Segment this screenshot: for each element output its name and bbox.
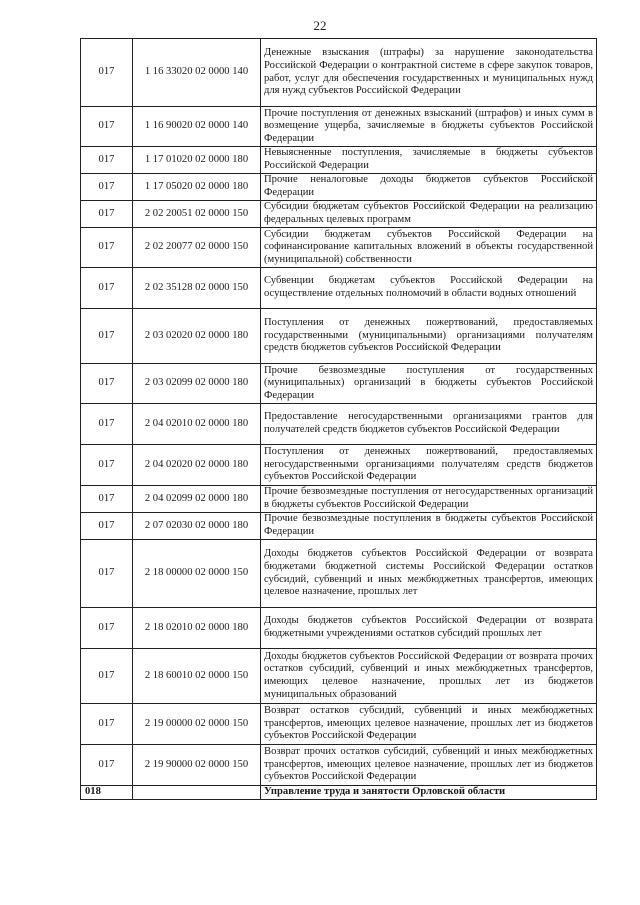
table-row <box>81 445 597 486</box>
revenue-name-cell: Возврат прочих остатков субсидий, субвенций и иных межбюджетных трансфертов, имеющих целевое назначение, прошлых лет из бюджетов субъектов Российской Федерации <box>261 745 597 786</box>
revenue-code-cell: 2 19 90000 02 0000 150 <box>133 745 261 786</box>
admin-code-cell: 017 <box>81 404 133 445</box>
table-row <box>81 268 597 309</box>
admin-code-cell: 017 <box>81 201 133 228</box>
revenue-code-cell: 2 18 60010 02 0000 150 <box>133 649 261 704</box>
table-row <box>81 309 597 364</box>
revenue-code-cell: 2 04 02010 02 0000 180 <box>133 404 261 445</box>
revenue-name-cell: Прочие неналоговые доходы бюджетов субъектов Российской Федерации <box>261 174 597 201</box>
revenue-code-cell: 1 16 33020 02 0000 140 <box>133 39 261 107</box>
revenue-code-cell: 2 19 00000 02 0000 150 <box>133 704 261 745</box>
revenue-code-cell: 2 02 35128 02 0000 150 <box>133 268 261 309</box>
revenue-name-cell: Поступления от денежных пожертвований, предоставляемых государственными (муниципальными) организациями получателям средств бюджетов субъектов Российской Федерации <box>261 309 597 364</box>
section-title: Управление труда и занятости Орловской области <box>261 786 597 800</box>
revenue-code-cell: 1 17 05020 02 0000 180 <box>133 174 261 201</box>
section-admin-code: 018 <box>81 786 133 800</box>
revenue-name-cell: Возврат остатков субсидий, субвенций и иных межбюджетных трансфертов, имеющих целевое назначение, прошлых лет из бюджетов субъектов Российской Федерации <box>261 704 597 745</box>
table-row <box>81 704 597 745</box>
table-row <box>81 364 597 404</box>
revenue-name-cell: Прочие безвозмездные поступления от государственных (муниципальных) организаций в бюджеты субъектов Российской Федерации <box>261 364 597 404</box>
admin-code-cell: 017 <box>81 513 133 540</box>
revenue-name-cell: Поступления от денежных пожертвований, предоставляемых негосударственными организациями получателям средств бюджетов субъектов Российской Федерации <box>261 445 597 486</box>
revenue-codes-table <box>80 38 597 800</box>
table-row <box>81 404 597 445</box>
revenue-name-cell: Субсидии бюджетам субъектов Российской Федерации на софинансирование капитальных вложений в объекты государственной (муниципальной) собственности <box>261 228 597 268</box>
admin-code-cell: 017 <box>81 228 133 268</box>
table-row <box>81 745 597 786</box>
revenue-code-cell: 2 04 02099 02 0000 180 <box>133 486 261 513</box>
revenue-code-cell: 1 17 01020 02 0000 180 <box>133 147 261 174</box>
admin-code-cell: 017 <box>81 174 133 201</box>
table-row <box>81 228 597 268</box>
admin-code-cell: 017 <box>81 147 133 174</box>
table-row <box>81 174 597 201</box>
table-row <box>81 608 597 649</box>
table-row <box>81 39 597 107</box>
admin-code-cell: 017 <box>81 486 133 513</box>
table-row <box>81 201 597 228</box>
revenue-name-cell: Денежные взыскания (штрафы) за нарушение законодательства Российской Федерации о контрактной системе в сфере закупок товаров, работ, услуг для обеспечения государственных и муниципальных нужд для нужд субъектов Российской Федерации <box>261 39 597 107</box>
section-code-cell <box>133 786 261 800</box>
admin-code-cell: 017 <box>81 745 133 786</box>
revenue-code-cell: 2 18 00000 02 0000 150 <box>133 540 261 608</box>
revenue-code-cell: 2 07 02030 02 0000 180 <box>133 513 261 540</box>
revenue-name-cell: Невыясненные поступления, зачисляемые в бюджеты субъектов Российской Федерации <box>261 147 597 174</box>
revenue-name-cell: Прочие поступления от денежных взысканий (штрафов) и иных сумм в возмещение ущерба, зачисляемые в бюджеты субъектов Российской Федерации <box>261 107 597 147</box>
revenue-code-cell: 2 03 02099 02 0000 180 <box>133 364 261 404</box>
admin-code-cell: 017 <box>81 364 133 404</box>
admin-code-cell: 017 <box>81 309 133 364</box>
table-row <box>81 540 597 608</box>
revenue-name-cell: Предоставление негосударственными организациями грантов для получателей средств бюджетов субъектов Российской Федерации <box>261 404 597 445</box>
revenue-code-cell: 2 02 20051 02 0000 150 <box>133 201 261 228</box>
table-row <box>81 486 597 513</box>
revenue-code-cell: 2 03 02020 02 0000 180 <box>133 309 261 364</box>
table-row <box>81 147 597 174</box>
table-row <box>81 513 597 540</box>
admin-code-cell: 017 <box>81 540 133 608</box>
section-header-row <box>81 786 597 800</box>
revenue-name-cell: Доходы бюджетов субъектов Российской Федерации от возврата бюджетами бюджетной системы Российской Федерации остатков субсидий, субвенций и иных межбюджетных трансфертов, имеющих целевое назначение, прошлых лет <box>261 540 597 608</box>
admin-code-cell: 017 <box>81 445 133 486</box>
admin-code-cell: 017 <box>81 107 133 147</box>
revenue-code-cell: 2 18 02010 02 0000 180 <box>133 608 261 649</box>
admin-code-cell: 017 <box>81 39 133 107</box>
page-number: 22 <box>313 18 327 33</box>
table-body <box>81 39 597 800</box>
table-row <box>81 107 597 147</box>
table-row <box>81 649 597 704</box>
admin-code-cell: 017 <box>81 649 133 704</box>
revenue-code-cell: 2 04 02020 02 0000 180 <box>133 445 261 486</box>
revenue-code-cell: 1 16 90020 02 0000 140 <box>133 107 261 147</box>
revenue-name-cell: Доходы бюджетов субъектов Российской Федерации от возврата прочих остатков субсидий, субвенций и иных межбюджетных трансфертов, имеющих целевое назначение, прошлых лет из бюджетов муниципальных образований <box>261 649 597 704</box>
revenue-name-cell: Доходы бюджетов субъектов Российской Федерации от возврата бюджетными учреждениями остатков субсидий прошлых лет <box>261 608 597 649</box>
revenue-code-cell: 2 02 20077 02 0000 150 <box>133 228 261 268</box>
admin-code-cell: 017 <box>81 704 133 745</box>
revenue-name-cell: Субсидии бюджетам субъектов Российской Федерации на реализацию федеральных целевых программ <box>261 201 597 228</box>
revenue-name-cell: Прочие безвозмездные поступления от негосударственных организаций в бюджеты субъектов Российской Федерации <box>261 486 597 513</box>
revenue-name-cell: Субвенции бюджетам субъектов Российской Федерации на осуществление отдельных полномочий в области водных отношений <box>261 268 597 309</box>
revenue-name-cell: Прочие безвозмездные поступления в бюджеты субъектов Российской Федерации <box>261 513 597 540</box>
admin-code-cell: 017 <box>81 608 133 649</box>
admin-code-cell: 017 <box>81 268 133 309</box>
